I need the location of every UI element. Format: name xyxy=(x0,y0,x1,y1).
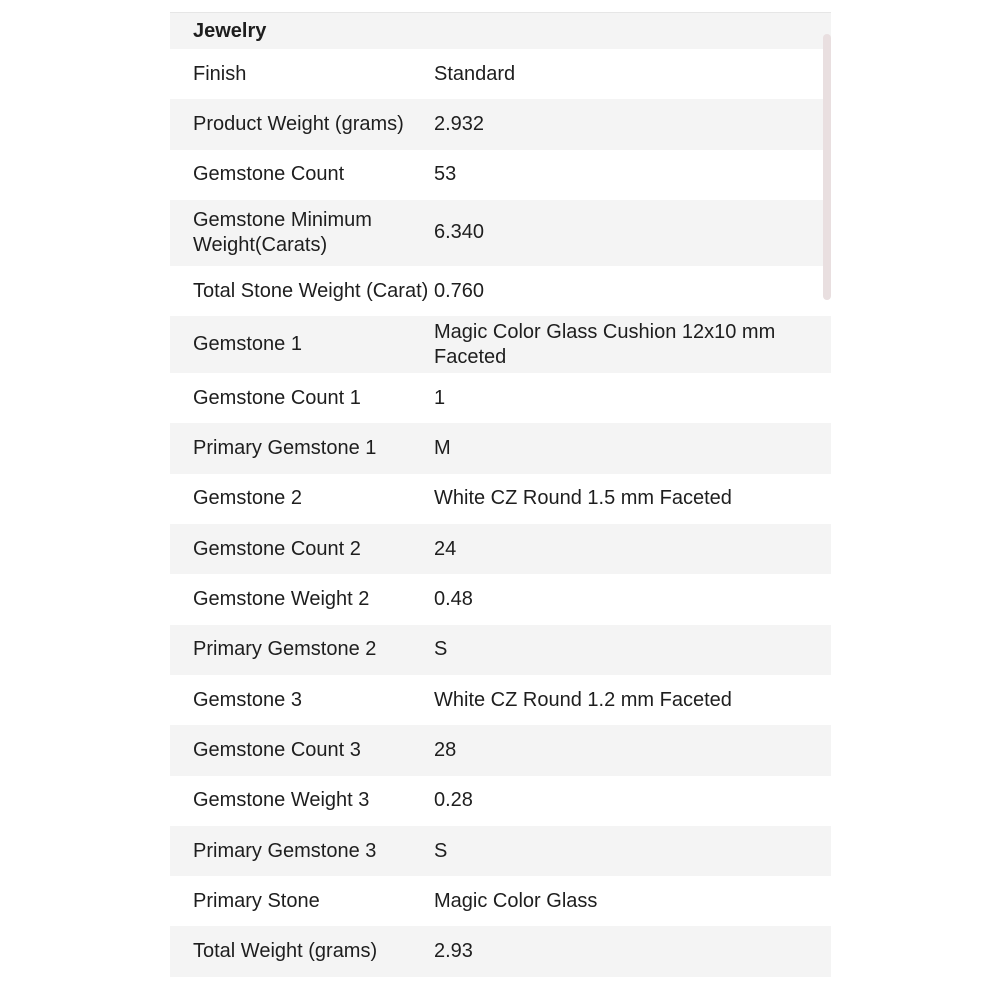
spec-row-primary-gemstone-1 xyxy=(170,423,831,473)
spec-row-finish xyxy=(170,49,831,99)
spec-row-gemstone-weight-2 xyxy=(170,574,831,624)
spec-value: 0.760 xyxy=(434,279,485,302)
spec-row-total-stone-weight xyxy=(170,266,831,316)
spec-label: Total Weight (grams) xyxy=(193,940,378,963)
spec-row-gemstone-count-2 xyxy=(170,524,831,574)
spec-row-total-weight xyxy=(170,926,831,976)
spec-value: Standard xyxy=(434,62,516,85)
spec-row-primary-stone xyxy=(170,876,831,926)
spec-label: Gemstone 3 xyxy=(193,688,302,711)
spec-value: 2.932 xyxy=(434,112,485,135)
spec-row-primary-gemstone-2 xyxy=(170,625,831,675)
spec-label: Gemstone 1 xyxy=(193,333,302,356)
spec-row-product-weight xyxy=(170,99,831,149)
spec-row-gemstone-1 xyxy=(170,316,831,373)
spec-row-gemstone-min-weight xyxy=(170,200,831,266)
spec-value: 53 xyxy=(434,163,457,186)
spec-value: 6.340 xyxy=(434,221,485,244)
spec-value: 0.48 xyxy=(434,588,473,611)
spec-label: Gemstone Count 3 xyxy=(193,738,361,761)
spec-row-gemstone-count xyxy=(170,150,831,200)
spec-row-gemstone-count-3 xyxy=(170,725,831,775)
spec-label: Gemstone Minimum Weight(Carats) xyxy=(193,208,372,256)
spec-table xyxy=(170,49,831,977)
spec-label: Gemstone Count 2 xyxy=(193,537,361,560)
spec-value: 24 xyxy=(434,537,457,560)
spec-value: 28 xyxy=(434,738,457,761)
spec-row-primary-gemstone-3 xyxy=(170,826,831,876)
spec-value: White CZ Round 1.2 mm Faceted xyxy=(434,688,732,711)
spec-panel xyxy=(170,12,831,977)
spec-row-gemstone-2 xyxy=(170,474,831,524)
spec-label: Primary Stone xyxy=(193,889,320,912)
spec-value: 1 xyxy=(434,386,446,409)
spec-row-gemstone-count-1 xyxy=(170,373,831,423)
spec-row-gemstone-3 xyxy=(170,675,831,725)
spec-label: Primary Gemstone 2 xyxy=(193,638,377,661)
spec-label: Primary Gemstone 3 xyxy=(193,839,377,862)
spec-value: White CZ Round 1.5 mm Faceted xyxy=(434,487,732,510)
spec-value: 2.93 xyxy=(434,940,473,963)
spec-label: Product Weight (grams) xyxy=(193,112,404,135)
spec-value: 0.28 xyxy=(434,789,473,812)
section-header-jewelry: Jewelry xyxy=(170,13,831,49)
spec-label: Gemstone Count 1 xyxy=(193,386,361,409)
spec-label: Primary Gemstone 1 xyxy=(193,437,377,460)
spec-value: S xyxy=(434,839,448,862)
spec-label: Finish xyxy=(193,62,247,85)
spec-value: Magic Color Glass xyxy=(434,889,598,912)
spec-value: M xyxy=(434,437,451,460)
spec-label: Gemstone Weight 2 xyxy=(193,588,370,611)
spec-label: Gemstone Count xyxy=(193,163,345,186)
scrollbar[interactable] xyxy=(823,34,831,300)
spec-label: Total Stone Weight (Carat) xyxy=(193,279,429,302)
spec-label: Gemstone Weight 3 xyxy=(193,789,370,812)
spec-row-gemstone-weight-3 xyxy=(170,776,831,826)
spec-value: S xyxy=(434,638,448,661)
spec-label: Gemstone 2 xyxy=(193,487,302,510)
spec-value: Magic Color Glass Cushion 12x10 mm Faceted xyxy=(434,320,776,368)
